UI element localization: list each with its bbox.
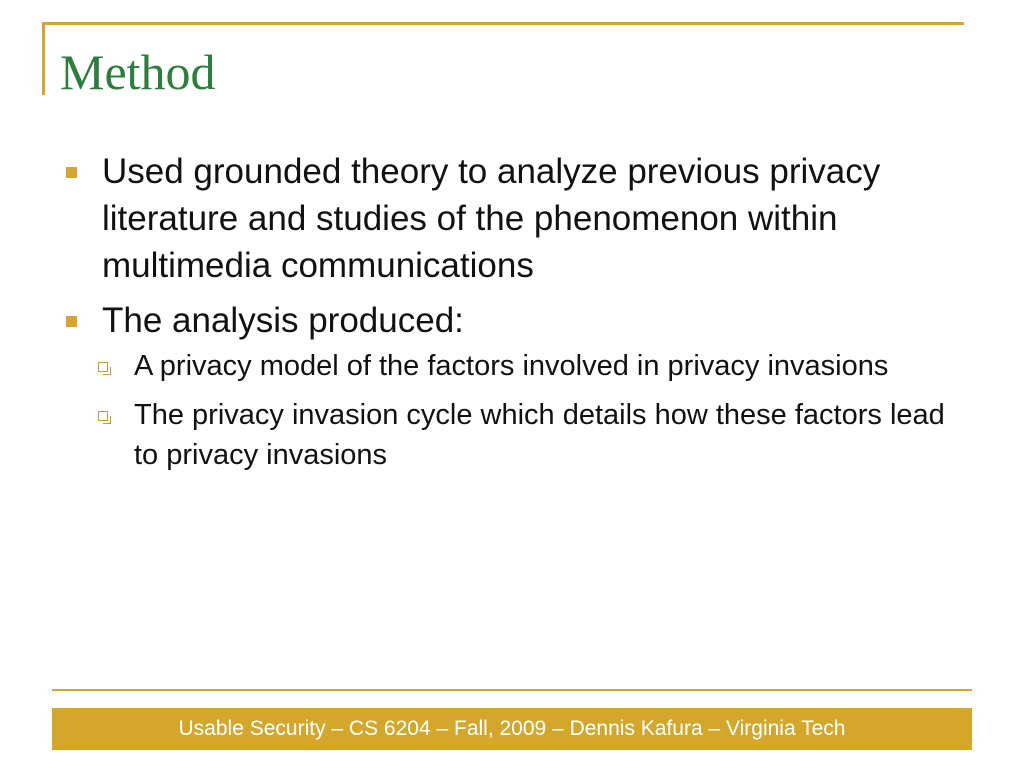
square-bullet-icon — [66, 316, 77, 327]
sub-bullet-list — [102, 346, 960, 475]
hollow-square-bullet-icon — [98, 362, 108, 372]
footer-text: Usable Security – CS 6204 – Fall, 2009 – Dennis Kafura – Virginia Tech — [178, 717, 846, 740]
sub-bullet-text: The privacy invasion cycle which details how these factors lead to privacy invasions — [134, 399, 945, 471]
sub-bullet-text: A privacy model of the factors involved in privacy invasions — [134, 350, 889, 382]
bullet-item — [60, 297, 960, 475]
hollow-square-bullet-icon — [98, 411, 108, 421]
square-bullet-icon — [66, 167, 77, 178]
bullet-text: Used grounded theory to analyze previous privacy literature and studies of the phenomenon within multimedia communications — [102, 152, 881, 285]
bullet-list — [60, 148, 960, 484]
footer-bar — [52, 708, 972, 750]
sub-bullet-item — [98, 346, 960, 386]
bullet-text: The analysis produced: — [102, 301, 464, 340]
title-frame-top-line — [42, 22, 964, 25]
slide-title: Method — [60, 44, 216, 100]
title-frame-left-line — [42, 22, 45, 95]
bullet-item — [60, 148, 960, 289]
footer-divider — [52, 689, 972, 691]
sub-bullet-item — [98, 395, 960, 475]
